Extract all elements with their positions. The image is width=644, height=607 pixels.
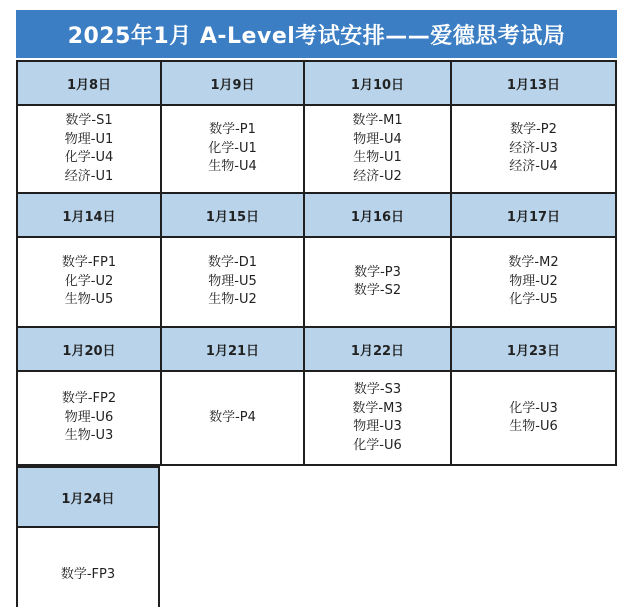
exam-row (16, 236, 617, 326)
exam-list (160, 236, 303, 326)
date-cell: 1月21日 (160, 326, 303, 370)
exam-item: 数学-M2 (508, 255, 559, 271)
exam-item: 物理-U5 (208, 273, 257, 289)
exam-item: 数学-P3 (354, 264, 401, 280)
exam-item: 数学-FP2 (61, 391, 117, 407)
exam-item: 生物-U4 (208, 159, 257, 175)
date-cell: 1月13日 (450, 60, 617, 104)
exam-item: 物理-U1 (64, 131, 114, 147)
exam-item: 经济-U1 (64, 168, 114, 184)
exam-item: 经济-U4 (509, 159, 558, 175)
exam-item: 数学-M3 (352, 400, 403, 416)
exam-item: 物理-U6 (64, 409, 114, 425)
date-cell: 1月16日 (303, 192, 450, 236)
exam-list (303, 236, 450, 326)
exam-item: 物理-U2 (509, 273, 558, 289)
exam-list (450, 104, 617, 192)
exam-item: 数学-S3 (353, 382, 402, 397)
date-cell: 1月23日 (450, 326, 617, 370)
exam-item: 化学-U5 (509, 292, 558, 308)
exam-item: 化学-U1 (208, 140, 257, 156)
date-cell: 1月10日 (303, 60, 450, 104)
exam-item: 物理-U4 (353, 131, 402, 147)
date-cell: 1月15日 (160, 192, 303, 236)
exam-item: 数学-S1 (65, 113, 113, 128)
date-cell: 1月17日 (450, 192, 617, 236)
exam-item: 数学-FP3 (60, 567, 116, 582)
date-header-row (16, 60, 617, 104)
exam-item: 生物-U2 (208, 292, 257, 308)
date-header-row (16, 466, 617, 526)
exam-item: 数学-S2 (353, 283, 402, 298)
exam-item: 经济-U2 (353, 168, 402, 184)
exam-list (16, 526, 160, 607)
exam-list (450, 236, 617, 326)
exam-item: 数学-P1 (209, 122, 256, 138)
exam-row (16, 370, 617, 466)
exam-list (303, 104, 450, 192)
exam-item: 化学-U2 (64, 273, 114, 289)
date-cell: 1月20日 (16, 326, 160, 370)
exam-row (16, 526, 617, 607)
page-title: 2025年1月 A-Level考试安排——爱德思考试局 (16, 10, 617, 58)
date-cell: 1月14日 (16, 192, 160, 236)
exam-item: 经济-U3 (509, 140, 558, 156)
exam-list (303, 370, 450, 466)
date-cell: 1月8日 (16, 60, 160, 104)
exam-item: 化学-U4 (64, 150, 114, 165)
exam-list (160, 104, 303, 192)
exam-item: 数学-M1 (352, 113, 403, 128)
exam-item: 生物-U1 (353, 150, 402, 165)
exam-row (16, 104, 617, 192)
exam-item: 生物-U6 (509, 419, 558, 434)
exam-list (16, 370, 160, 466)
exam-item: 数学-FP1 (61, 255, 117, 271)
date-header-row (16, 192, 617, 236)
exam-item: 数学-D1 (208, 255, 257, 271)
exam-item: 数学-P4 (209, 409, 256, 425)
exam-item: 生物-U5 (64, 292, 114, 308)
date-cell: 1月22日 (303, 326, 450, 370)
exam-item: 化学-U6 (353, 437, 402, 453)
date-header-row (16, 326, 617, 370)
exam-schedule-table (16, 60, 617, 607)
exam-item: 生物-U3 (64, 428, 114, 444)
exam-item: 物理-U3 (353, 419, 402, 434)
exam-list (450, 370, 617, 466)
date-cell: 1月9日 (160, 60, 303, 104)
exam-item: 数学-P2 (510, 122, 557, 138)
exam-list (16, 104, 160, 192)
date-cell: 1月24日 (16, 466, 160, 526)
exam-item: 化学-U3 (509, 400, 558, 416)
exam-list (160, 370, 303, 466)
exam-list (16, 236, 160, 326)
